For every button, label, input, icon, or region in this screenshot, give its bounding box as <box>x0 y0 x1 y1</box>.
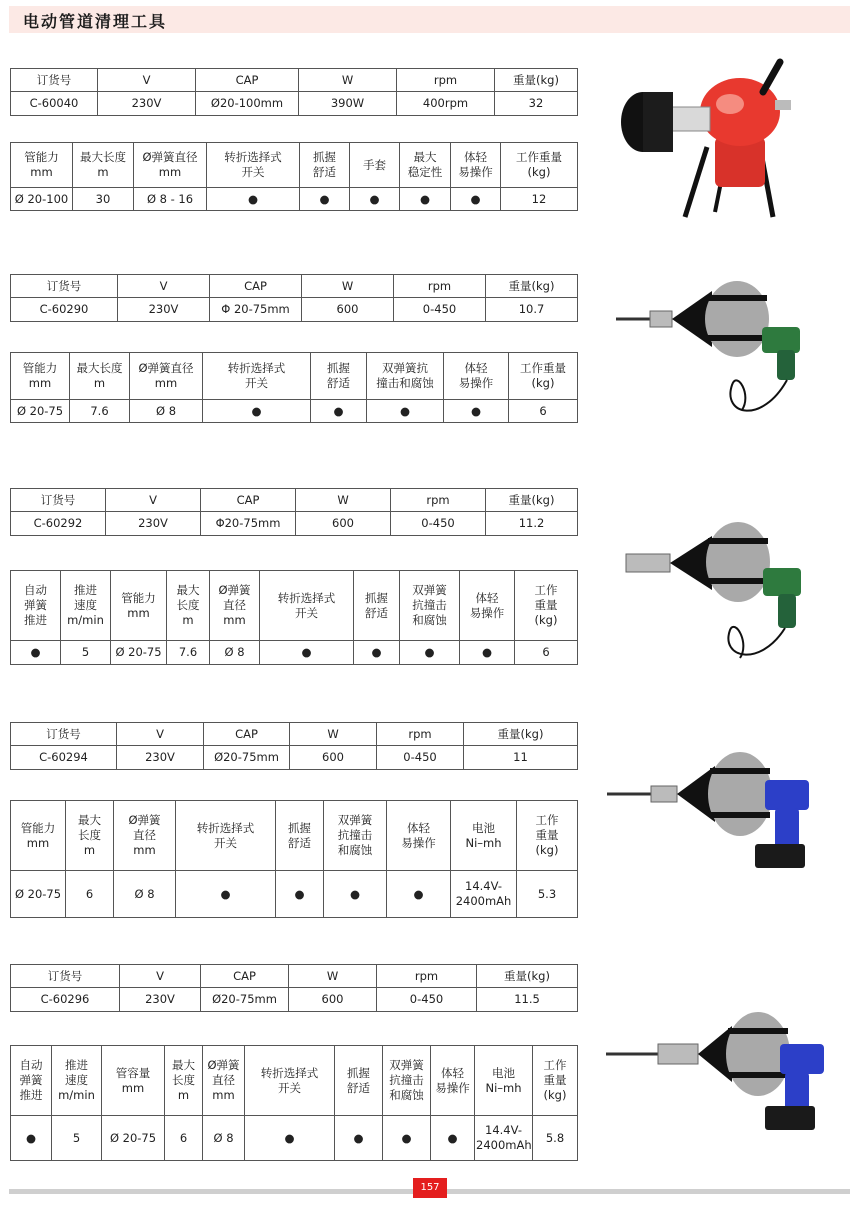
value-cell: Φ20-75mm <box>201 512 296 536</box>
header-cell: 管能力 mm <box>11 801 66 871</box>
header-cell: CAP <box>204 723 290 746</box>
value-cell: 10.7 <box>486 298 578 322</box>
header-cell: 自动 弹簧 推进 <box>11 571 61 641</box>
drum-machine-blue-2-image <box>600 1008 830 1138</box>
value-cell: Ø 8 - 16 <box>134 188 207 211</box>
value-cell: 5 <box>61 641 111 665</box>
value-cell: 390W <box>299 92 397 116</box>
header-cell: Ø弹簧直径 mm <box>130 353 203 400</box>
header-cell: 重量(kg) <box>495 69 578 92</box>
header-cell: 转折选择式 开关 <box>203 353 311 400</box>
header-cell: CAP <box>210 275 302 298</box>
value-cell: Ø20-75mm <box>201 988 289 1012</box>
value-cell: ● <box>324 871 387 918</box>
header-cell: 推进 速度 m/min <box>52 1046 102 1116</box>
value-cell: 14.4V- 2400mAh <box>451 871 517 918</box>
header-cell: CAP <box>201 965 289 988</box>
value-cell: 600 <box>290 746 377 770</box>
header-cell: 重量(kg) <box>486 275 578 298</box>
value-cell: 230V <box>117 746 204 770</box>
header-cell: 管能力 mm <box>11 353 70 400</box>
value-cell: C-60296 <box>11 988 120 1012</box>
value-cell: 0-450 <box>377 988 477 1012</box>
order-table-c60292 <box>10 488 578 536</box>
header-cell: 最大 长度 m <box>167 571 210 641</box>
header-cell: 体轻 易操作 <box>387 801 451 871</box>
drum-machine-red-image <box>615 52 795 222</box>
value-cell: 5.3 <box>517 871 578 918</box>
value-cell: ● <box>387 871 451 918</box>
value-cell: Ø 20-75 <box>111 641 167 665</box>
header-cell: 最大 长度 m <box>66 801 114 871</box>
header-cell: 最大长度 m <box>70 353 130 400</box>
value-cell: 600 <box>296 512 391 536</box>
header-cell: 双弹簧抗 撞击和腐蚀 <box>367 353 444 400</box>
header-cell: 自动 弹簧 推进 <box>11 1046 52 1116</box>
header-cell: V <box>106 489 201 512</box>
value-cell: 6 <box>515 641 578 665</box>
header-cell: W <box>289 965 377 988</box>
value-cell: ● <box>11 641 61 665</box>
header-cell: 电池 Ni–mh <box>451 801 517 871</box>
value-cell: C-60040 <box>11 92 98 116</box>
drum-machine-green-2-image <box>620 518 810 668</box>
value-cell: ● <box>300 188 350 211</box>
value-cell: Ø 20-75 <box>102 1116 165 1161</box>
header-cell: V <box>98 69 196 92</box>
header-cell: 工作 重量 (kg) <box>533 1046 578 1116</box>
value-cell: ● <box>383 1116 431 1161</box>
order-table-c60294 <box>10 722 578 770</box>
feature-table-c60040 <box>10 142 578 211</box>
header-cell: CAP <box>196 69 299 92</box>
header-cell: rpm <box>377 723 464 746</box>
header-cell: rpm <box>397 69 495 92</box>
header-cell: Ø弹簧直径 mm <box>134 143 207 188</box>
value-cell: 7.6 <box>167 641 210 665</box>
header-cell: 管能力 mm <box>11 143 73 188</box>
header-cell: 手套 <box>350 143 400 188</box>
value-cell: Ø 8 <box>203 1116 245 1161</box>
header-cell: rpm <box>377 965 477 988</box>
value-cell: 5.8 <box>533 1116 578 1161</box>
header-cell: 转折选择式 开关 <box>207 143 300 188</box>
page-number: 157 <box>413 1178 447 1198</box>
header-cell: Ø弹簧 直径 mm <box>210 571 260 641</box>
value-cell: ● <box>335 1116 383 1161</box>
header-cell: 电池 Ni–mh <box>475 1046 533 1116</box>
value-cell: 6 <box>165 1116 203 1161</box>
header-cell: W <box>290 723 377 746</box>
value-cell: 11 <box>464 746 578 770</box>
value-cell: ● <box>245 1116 335 1161</box>
value-cell: Ø 8 <box>130 400 203 423</box>
header-cell: 双弹簧 抗撞击 和腐蚀 <box>400 571 460 641</box>
header-cell: 订货号 <box>11 275 118 298</box>
value-cell: ● <box>203 400 311 423</box>
value-cell: 30 <box>73 188 134 211</box>
header-cell: 转折选择式 开关 <box>176 801 276 871</box>
value-cell: 14.4V- 2400mAh <box>475 1116 533 1161</box>
header-cell: 抓握 舒适 <box>276 801 324 871</box>
header-cell: 体轻 易操作 <box>431 1046 475 1116</box>
value-cell: 230V <box>118 298 210 322</box>
feature-table-c60290 <box>10 352 578 423</box>
header-cell: 最大 长度 m <box>165 1046 203 1116</box>
header-cell: 管能力 mm <box>111 571 167 641</box>
value-cell: 5 <box>52 1116 102 1161</box>
value-cell: 32 <box>495 92 578 116</box>
header-cell: 抓握 舒适 <box>311 353 367 400</box>
header-cell: 推进 速度 m/min <box>61 571 111 641</box>
value-cell: 230V <box>120 988 201 1012</box>
value-cell: C-60290 <box>11 298 118 322</box>
header-cell: Ø弹簧 直径 mm <box>203 1046 245 1116</box>
value-cell: C-60294 <box>11 746 117 770</box>
value-cell: ● <box>354 641 400 665</box>
header-cell: 重量(kg) <box>477 965 578 988</box>
value-cell: Ø 8 <box>114 871 176 918</box>
header-cell: CAP <box>201 489 296 512</box>
header-cell: 工作 重量 (kg) <box>515 571 578 641</box>
header-cell: 工作重量 (kg) <box>501 143 578 188</box>
value-cell: 600 <box>289 988 377 1012</box>
header-cell: W <box>299 69 397 92</box>
header-cell: 重量(kg) <box>464 723 578 746</box>
page-title: 电动管道清理工具 <box>23 12 168 31</box>
value-cell: 600 <box>302 298 394 322</box>
value-cell: Ø 20-75 <box>11 871 66 918</box>
header-cell: 订货号 <box>11 723 117 746</box>
value-cell: Ø 20-75 <box>11 400 70 423</box>
value-cell: ● <box>460 641 515 665</box>
value-cell: 230V <box>106 512 201 536</box>
value-cell: Ø 20-100 <box>11 188 73 211</box>
header-cell: 抓握 舒适 <box>354 571 400 641</box>
header-cell: Ø弹簧 直径 mm <box>114 801 176 871</box>
header-cell: W <box>296 489 391 512</box>
value-cell: ● <box>431 1116 475 1161</box>
value-cell: 230V <box>98 92 196 116</box>
header-cell: 抓握 舒适 <box>300 143 350 188</box>
header-cell: rpm <box>391 489 486 512</box>
value-cell: Ø20-75mm <box>204 746 290 770</box>
header-cell: 管容量 mm <box>102 1046 165 1116</box>
value-cell: 400rpm <box>397 92 495 116</box>
order-table-c60296 <box>10 964 578 1012</box>
header-cell: 双弹簧 抗撞击 和腐蚀 <box>383 1046 431 1116</box>
value-cell: 0-450 <box>391 512 486 536</box>
value-cell: ● <box>11 1116 52 1161</box>
value-cell: ● <box>444 400 509 423</box>
value-cell: 7.6 <box>70 400 130 423</box>
feature-table-c60294 <box>10 800 578 918</box>
header-cell: V <box>118 275 210 298</box>
value-cell: 12 <box>501 188 578 211</box>
header-cell: 最大 稳定性 <box>400 143 451 188</box>
header-cell: W <box>302 275 394 298</box>
header-cell: 抓握 舒适 <box>335 1046 383 1116</box>
header-cell: V <box>120 965 201 988</box>
drum-machine-green-image <box>612 275 807 430</box>
value-cell: 0-450 <box>377 746 464 770</box>
value-cell: ● <box>260 641 354 665</box>
value-cell: ● <box>276 871 324 918</box>
value-cell: Φ 20-75mm <box>210 298 302 322</box>
header-cell: 双弹簧 抗撞击 和腐蚀 <box>324 801 387 871</box>
title-bar <box>9 6 850 33</box>
header-cell: 转折选择式 开关 <box>245 1046 335 1116</box>
value-cell: Ø20-100mm <box>196 92 299 116</box>
value-cell: 11.5 <box>477 988 578 1012</box>
value-cell: ● <box>176 871 276 918</box>
header-cell: 体轻 易操作 <box>451 143 501 188</box>
value-cell: ● <box>207 188 300 211</box>
value-cell: ● <box>350 188 400 211</box>
header-cell: 最大长度 m <box>73 143 134 188</box>
value-cell: 6 <box>509 400 578 423</box>
header-cell: 重量(kg) <box>486 489 578 512</box>
value-cell: 0-450 <box>394 298 486 322</box>
order-table-c60290 <box>10 274 578 322</box>
header-cell: 工作 重量 (kg) <box>517 801 578 871</box>
value-cell: ● <box>367 400 444 423</box>
value-cell: ● <box>400 188 451 211</box>
order-table-c60040 <box>10 68 578 116</box>
value-cell: ● <box>311 400 367 423</box>
value-cell: Ø 8 <box>210 641 260 665</box>
value-cell: ● <box>451 188 501 211</box>
header-cell: 工作重量 (kg) <box>509 353 578 400</box>
header-cell: 订货号 <box>11 965 120 988</box>
header-cell: rpm <box>394 275 486 298</box>
header-cell: 转折选择式 开关 <box>260 571 354 641</box>
feature-table-c60292 <box>10 570 578 665</box>
value-cell: C-60292 <box>11 512 106 536</box>
header-cell: 订货号 <box>11 489 106 512</box>
feature-table-c60296 <box>10 1045 578 1161</box>
value-cell: 6 <box>66 871 114 918</box>
value-cell: 11.2 <box>486 512 578 536</box>
header-cell: V <box>117 723 204 746</box>
header-cell: 体轻 易操作 <box>444 353 509 400</box>
value-cell: ● <box>400 641 460 665</box>
drum-machine-blue-image <box>605 748 815 878</box>
header-cell: 订货号 <box>11 69 98 92</box>
header-cell: 体轻 易操作 <box>460 571 515 641</box>
